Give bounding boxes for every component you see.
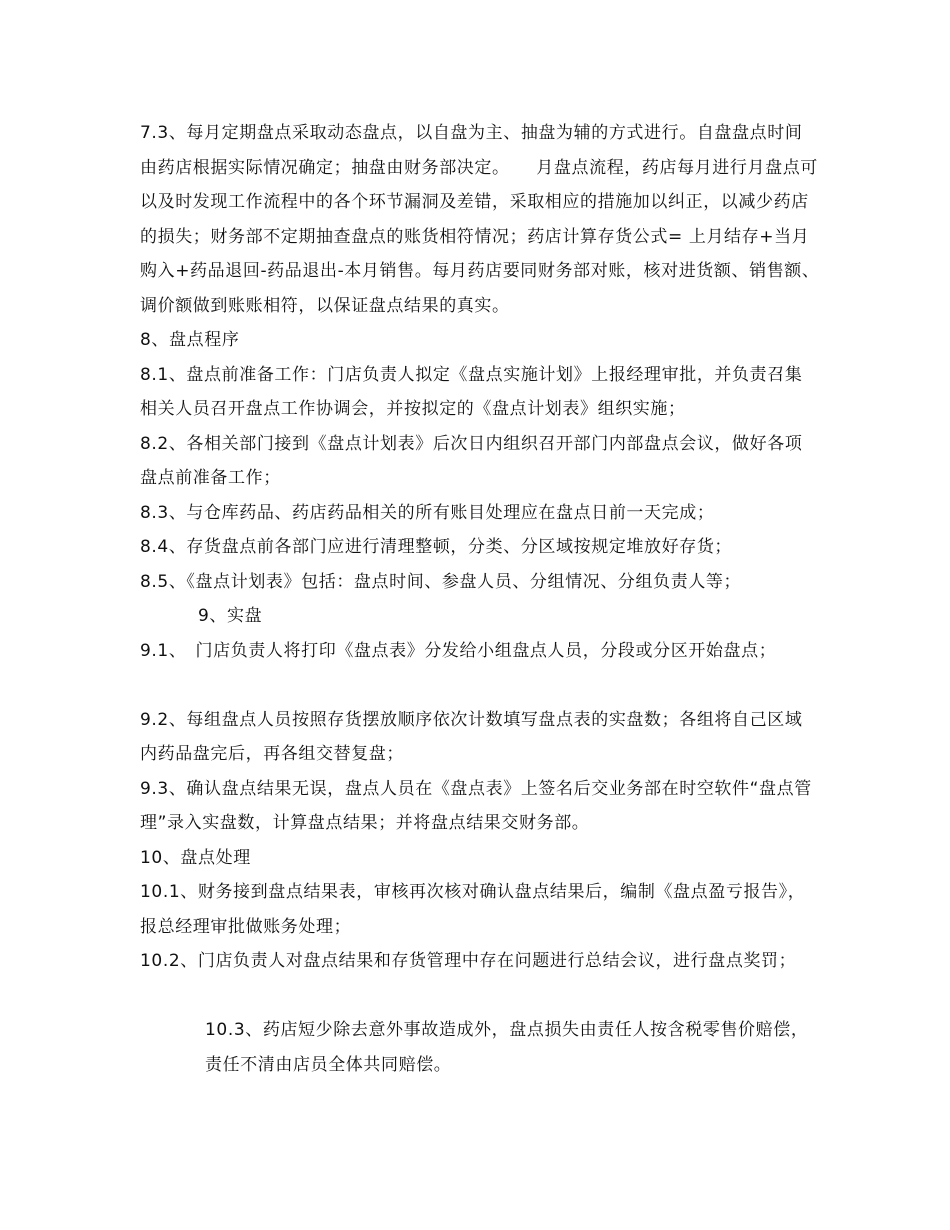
heading-8: 8、盘点程序: [140, 330, 240, 350]
document-body: [140, 116, 820, 1082]
paragraph-8-5: 8.5、《盘点计划表》包括：盘点时间、参盘人员、分组情况、分组负责人等；: [140, 571, 742, 592]
paragraph-8-1: 8.1、盘点前准备工作：门店负责人拟定《盘点实施计划》上报经理审批，并负责召集相关人员召开盘点工作协调会，并按拟定的《盘点计划表》组织实施；: [140, 364, 803, 419]
paragraph-7-3: 7.3、每月定期盘点采取动态盘点，以自盘为主、抽盘为辅的方式进行。自盘盘点时间由药店根据实际情况确定；抽盘由财务部决定。 月盘点流程，药店每月进行月盘点可以及时发现工作流程中的各个环节漏洞及差错，采取相应的措施加以纠正，以减少药店的损失；财务部不定期抽查盘点的账货相符情况；药店计算存货公式= 上月结存+当月购入+药品退回-药品退出-本月销售。每月药店要同财务部对账，核对进货额、销售额、调价额做到账账相符，以保证盘点结果的真实。: [140, 123, 820, 316]
blank-line: [140, 979, 820, 1014]
paragraph-8-4: 8.4、存货盘点前各部门应进行清理整顿，分类、分区域按规定堆放好存货；: [140, 537, 733, 557]
paragraph-9-3: 9.3、确认盘点结果无误，盘点人员在《盘点表》上签名后交业务部在时空软件“盘点管理”录入实盘数，计算盘点结果；并将盘点结果交财务部。: [140, 778, 812, 833]
paragraph-8-3: 8.3、与仓库药品、药店药品相关的所有账目处理应在盘点日前一天完成；: [140, 502, 715, 523]
paragraph-10-3: 10.3、药店短少除去意外事故造成外，盘点损失由责任人按含税零售价赔偿，责任不清由店员全体共同赔偿。: [205, 1020, 809, 1075]
blank-line: [140, 668, 820, 703]
heading-9: 9、实盘: [198, 606, 263, 626]
paragraph-9-2: 9.2、每组盘点人员按照存货摆放顺序依次计数填写盘点表的实盘数；各组将自己区域内药品盘完后，再各组交替复盘；: [140, 709, 803, 764]
paragraph-9-1: 9.1、 门店负责人将打印《盘点表》分发给小组盘点人员，分段或分区开始盘点；: [140, 640, 777, 661]
heading-10: 10、盘点处理: [140, 847, 251, 868]
paragraph-8-2: 8.2、各相关部门接到《盘点计划表》后次日内组织召开部门内部盘点会议，做好各项盘点前准备工作；: [140, 433, 803, 488]
paragraph-10-2: 10.2、门店负责人对盘点结果和存货管理中存在问题进行总结会议，进行盘点奖罚；: [140, 951, 797, 971]
paragraph-10-1: 10.1、财务接到盘点结果表，审核再次核对确认盘点结果后，编制《盘点盈亏报告》，报总经理审批做账务处理；: [140, 882, 806, 937]
